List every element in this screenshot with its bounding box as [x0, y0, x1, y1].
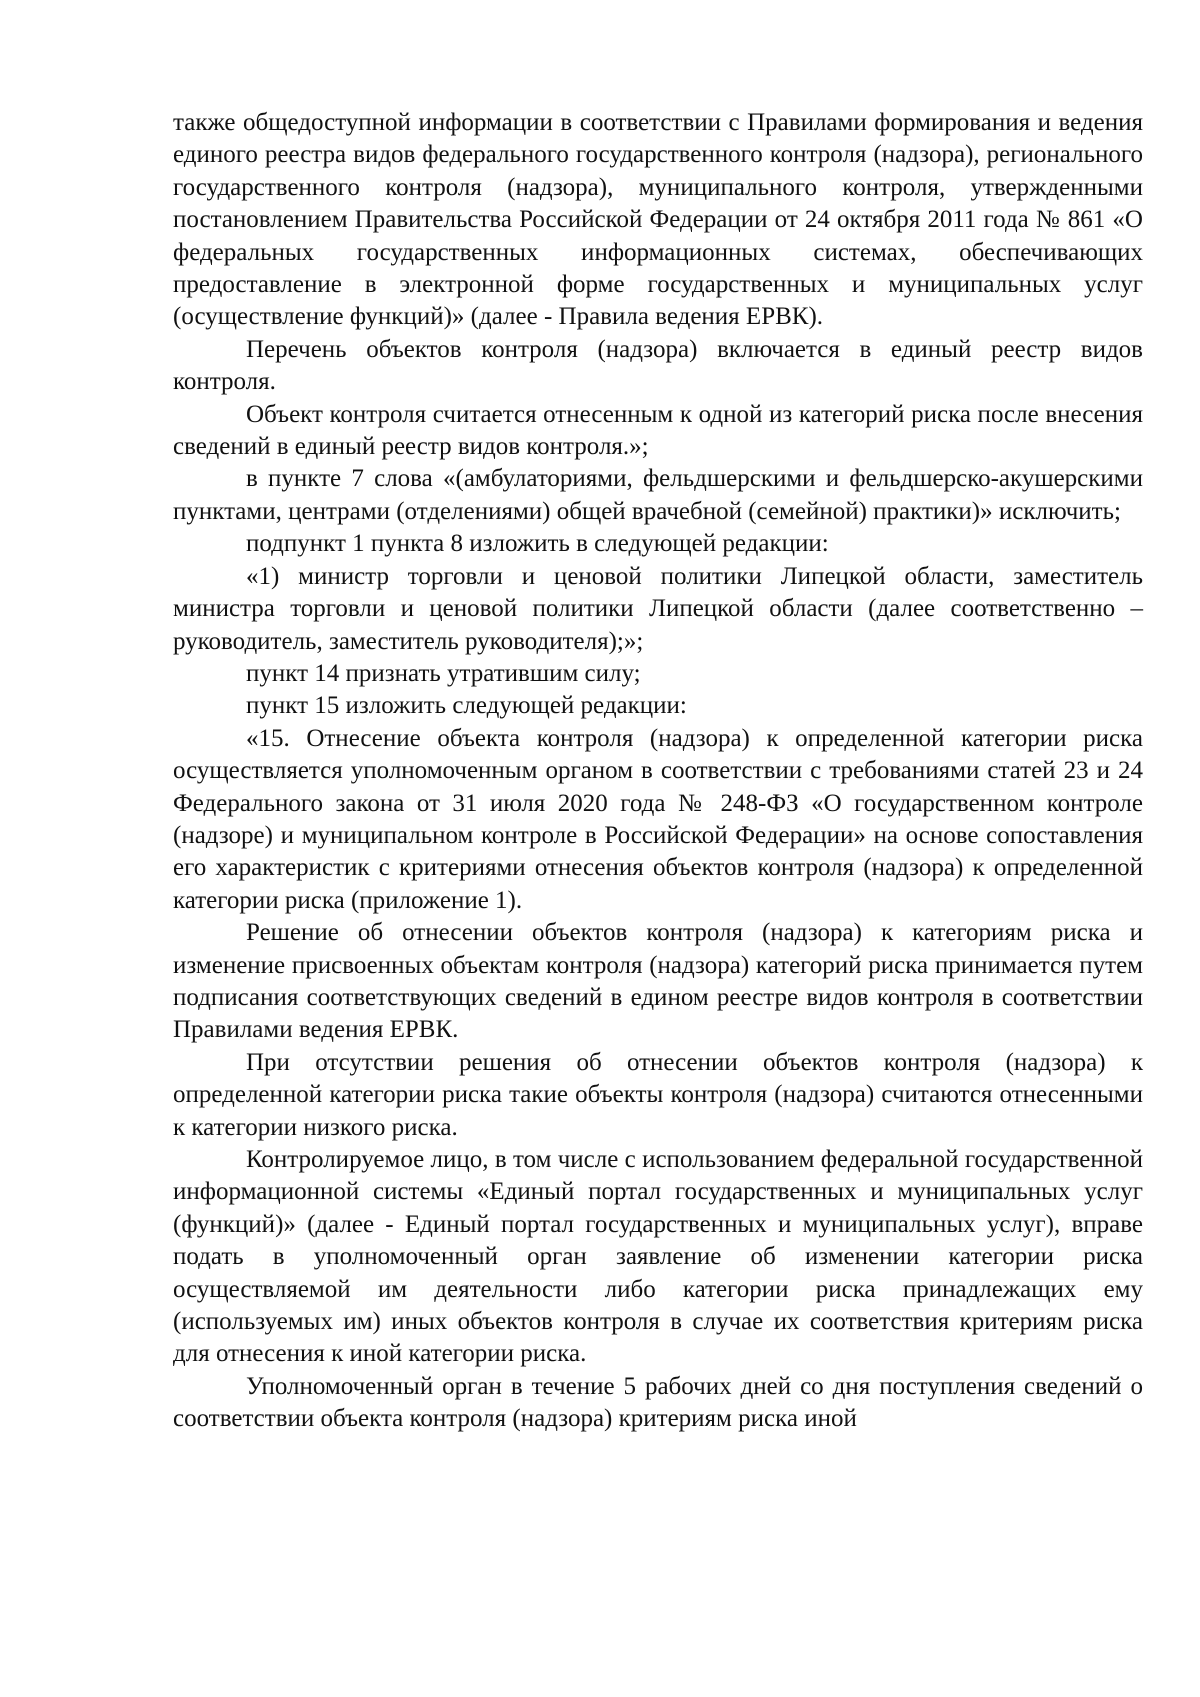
paragraph-13: Уполномоченный орган в течение 5 рабочих дней со дня поступления сведений о соответствии объекта контроля (надзора) критериям риска иной	[173, 1372, 1143, 1433]
paragraph-4: в пункте 7 слова «(амбулаториями, фельдшерскими и фельдшерско-акушерскими пунктами, центрами (отделениями) общей врачебной (семейной) практики)» исключить;	[173, 465, 1143, 525]
paragraph-6: «1) министр торговли и ценовой политики Липецкой области, заместитель министра торговли и ценовой политики Липецкой области (далее соответственно – руководитель, заместитель руководителя);»;	[173, 562, 1143, 655]
paragraph-10: Решение об отнесении объектов контроля (надзора) к категориям риска и изменение присвоенных объектам контроля (надзора) категорий риска принимается путем подписания соответствующих сведений в едином реестре видов контроля в соответствии Правилами ведения ЕРВК.	[173, 919, 1143, 1044]
paragraph-3: Объект контроля считается отнесенным к одной из категорий риска после внесения сведений в единый реестр видов контроля.»;	[173, 400, 1143, 461]
paragraph-7: пункт 14 признать утратившим силу;	[246, 659, 641, 687]
paragraph-9: «15. Отнесение объекта контроля (надзора) к определенной категории риска осуществляется уполномоченным органом в соответствии с требованиями статей 23 и 24 Федерального закона от 31 июля 2020 года № 248-ФЗ «О государственном контроле (надзоре) и муниципальном контроле в Российской Федерации» на основе сопоставления его характеристик с критериями отнесения объектов контроля (надзора) к определенной категории риска (приложение 1).	[173, 724, 1143, 914]
paragraph-12: Контролируемое лицо, в том числе с использованием федеральной государственной информационной системы «Единый портал государственных и муниципальных услуг (функций)» (далее - Единый портал государственных и муниципальных услуг), вправе подать в уполномоченный орган заявление об изменении категории риска осуществляемой им деятельности либо категории риска принадлежащих ему (используемых им) иных объектов контроля в случае их соответствия критериям риска для отнесения к иной категории риска.	[173, 1146, 1143, 1368]
paragraph-11: При отсутствии решения об отнесении объектов контроля (надзора) к определенной категории риска такие объекты контроля (надзора) считаются отнесенными к категории низкого риска.	[173, 1048, 1143, 1141]
paragraph-1: также общедоступной информации в соответствии с Правилами формирования и ведения единого реестра видов федерального государственного контроля (надзора), регионального государственного контроля (надзора), муниципального контроля, утвержденными постановлением Правительства Российской Федерации от 24 октября 2011 года № 861 «О федеральных государственных информационных системах, обеспечивающих предоставление в электронной форме государственных и муниципальных услуг (осуществление функций)» (далее - Правила ведения ЕРВК).	[173, 109, 1143, 331]
paragraph-2: Перечень объектов контроля (надзора) включается в единый реестр видов контроля.	[173, 335, 1143, 396]
paragraph-5: подпункт 1 пункта 8 изложить в следующей редакции:	[246, 530, 829, 558]
document-body	[173, 107, 1143, 1436]
paragraph-8: пункт 15 изложить следующей редакции:	[246, 692, 687, 720]
